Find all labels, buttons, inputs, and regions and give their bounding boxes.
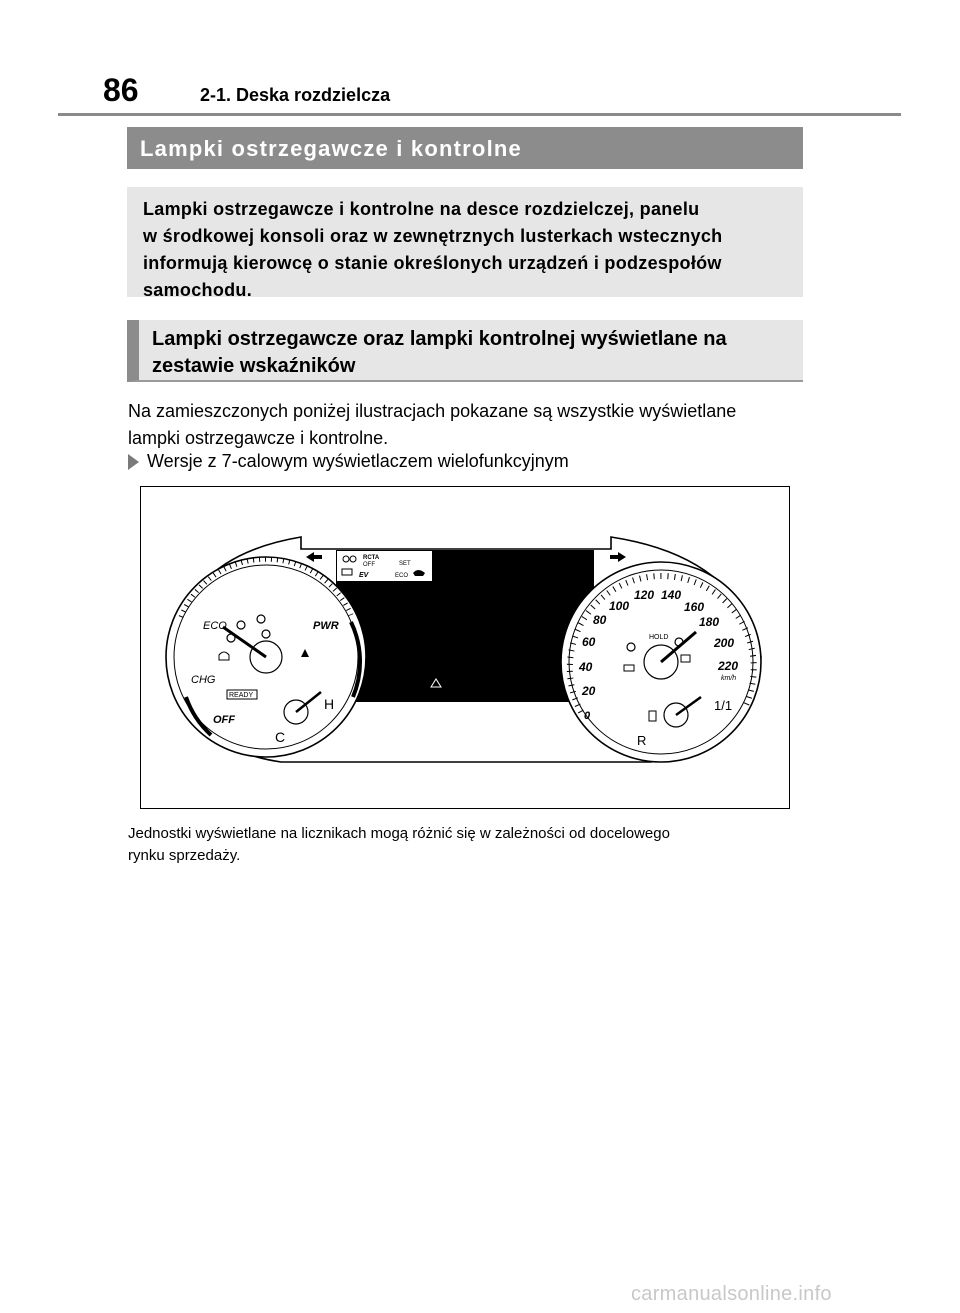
section-title: Lampki ostrzegawcze i kontrolne [127,127,803,169]
header-rule [58,113,901,116]
subsection-heading [127,320,803,382]
intro-line: Lampki ostrzegawcze i kontrolne na desce rozdzielczej, panelu [143,199,700,219]
speed-tick-120: 120 [634,588,655,602]
speed-tick-180: 180 [699,615,720,629]
subheading-line: Lampki ostrzegawcze oraz lampki kontrolnej wyświetlane na [152,328,727,350]
hold-label: HOLD [649,634,669,641]
figure-caption [128,823,808,867]
caption-line: Jednostki wyświetlane na licznikach mogą różnić się w zależności od docelowego [128,825,670,842]
chapter-title: 2-1. Deska rozdzielcza [200,85,391,105]
instrument-cluster-drawing [141,487,788,807]
off-zone-label: OFF [213,714,235,726]
temp-cold-label: C [275,729,286,745]
speed-tick-40: 40 [579,660,593,674]
power-meter-gauge [166,557,366,757]
speed-tick-60: 60 [582,635,596,649]
page-number: 86 [103,72,139,108]
chg-zone-label: CHG [191,674,216,686]
intro-line: samochodu. [143,280,253,300]
intro-line: informują kierowcę o stanie określonych urządzeń i podzespołów [143,253,722,273]
turn-left-arrow-icon [306,552,322,562]
speed-tick-160: 160 [684,600,705,614]
instrument-cluster-figure [140,486,790,809]
bullet-text: Wersje z 7-calowym wyświetlaczem wielofunkcyjnym [147,451,569,471]
intro-line: w środkowej konsoli oraz w zewnętrznych lusterkach wstecznych [143,226,723,246]
bullet-item [128,451,569,472]
body-paragraph [128,398,808,452]
set-label: SET [399,561,411,567]
rcta-label: RCTA [363,555,380,561]
display-eco-label: ECO [395,573,409,579]
speed-tick-140: 140 [661,588,682,602]
watermark: carmanualsonline.info [631,1283,832,1305]
fuel-empty-label: R [637,733,647,748]
speed-tick-20: 20 [582,684,596,698]
body-line: lampki ostrzegawcze i kontrolne. [128,428,389,448]
rcta-off-label: OFF [363,562,375,568]
temp-hot-label: H [324,696,335,712]
fuel-full-label: 1/1 [714,698,733,713]
speed-tick-0: 0 [584,710,591,722]
speed-tick-220: 220 [718,659,739,673]
speed-tick-80: 80 [593,613,607,627]
speed-tick-100: 100 [609,599,630,613]
bullet-triangle-icon [128,454,139,470]
ready-indicator-label: READY [229,692,254,699]
eco-zone-label: ECO [203,620,227,632]
speed-tick-200: 200 [714,636,735,650]
body-line: Na zamieszczonych poniżej ilustracjach pokazane są wszystkie wyświetlane [128,401,737,421]
turn-right-arrow-icon [610,552,626,562]
display-indicator-strip [337,551,432,581]
ev-mode-label: EV [359,572,369,579]
pwr-zone-label: PWR [313,620,339,632]
subheading-line: zestawie wskaźników [152,355,356,377]
caption-line: rynku sprzedaży. [128,847,241,864]
speed-unit-label: km/h [721,675,737,682]
intro-box [127,187,803,300]
